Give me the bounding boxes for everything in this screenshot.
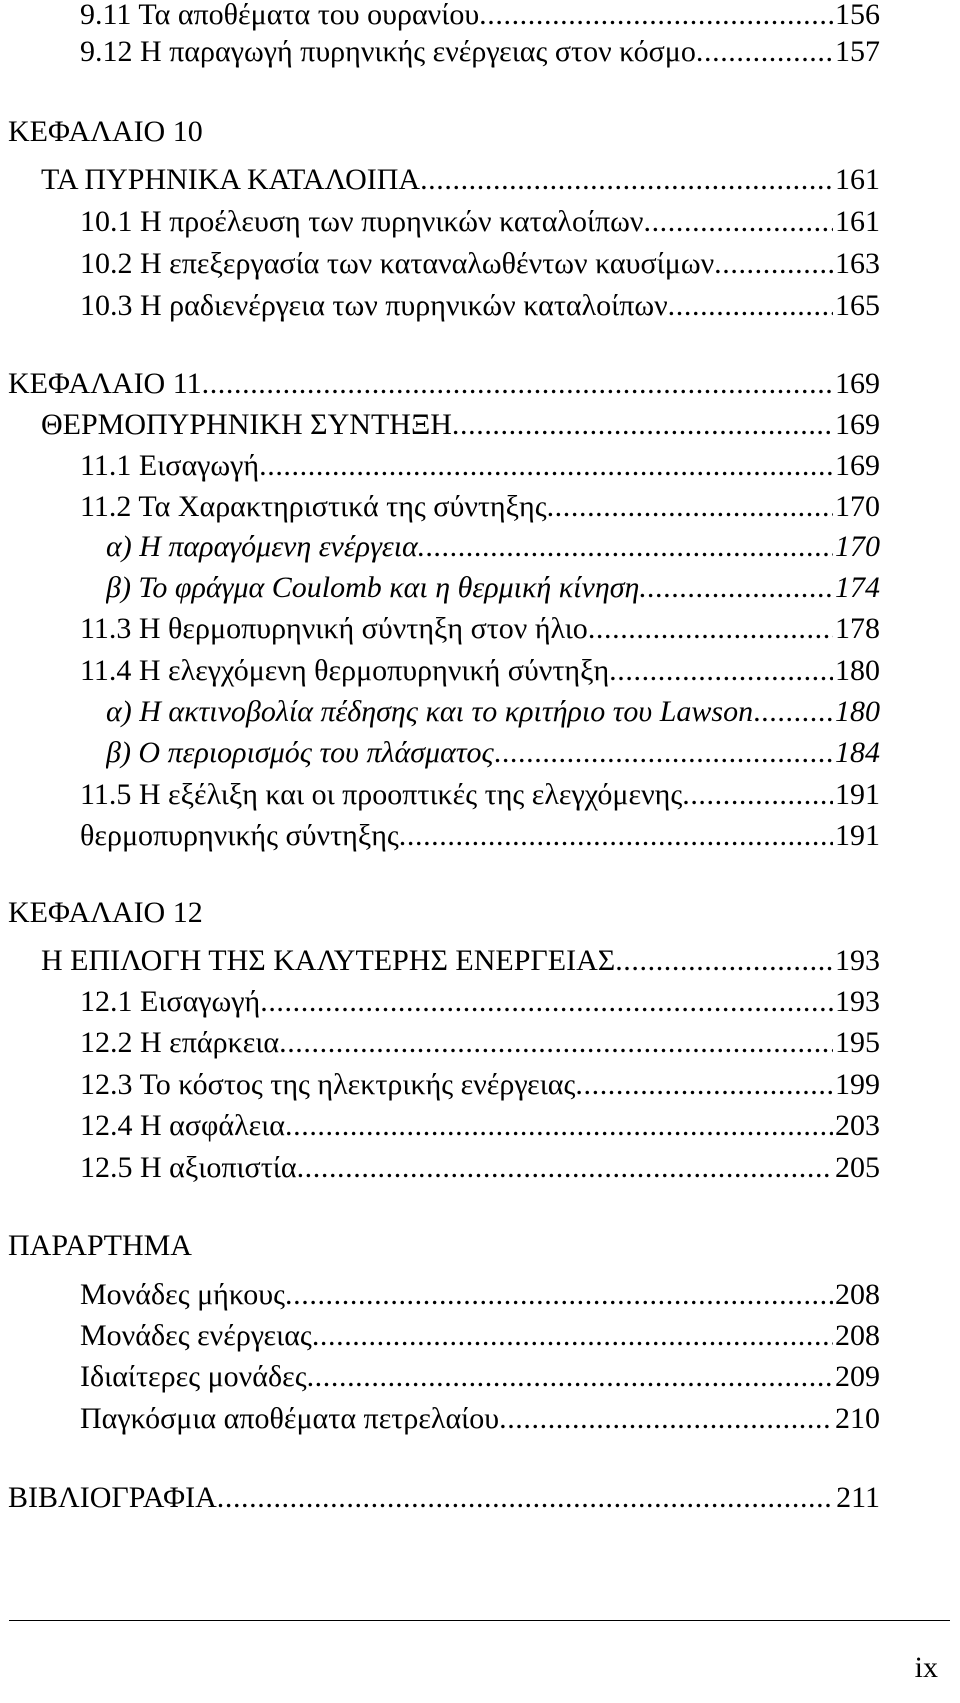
toc-entry-page: 210 [835, 1402, 880, 1435]
toc-entry-page: 169 [835, 408, 880, 441]
toc-entry [80, 27, 880, 77]
toc-entry-title: 11.4 Η ελεγχόμενη θερμοπυρηνική σύντηξη [80, 654, 610, 687]
toc-entry-page: 184 [835, 736, 880, 769]
toc-entry-page: 157 [835, 35, 880, 68]
toc-entry-title: β) Το φράγμα Coulomb και η θερμική κίνηση. [106, 571, 647, 604]
toc-entry-title: β) Ο περιορισμός του πλάσματος [106, 736, 494, 769]
toc-leader-dots [297, 1143, 833, 1193]
toc-entry-page: 180 [835, 695, 880, 728]
toc-entry-title: 10.2 Η επεξεργασία των καταναλωθέντων καυσίμων [80, 247, 715, 280]
toc-entry-page: 174 [835, 571, 880, 604]
bibliography-entry [8, 1473, 880, 1523]
toc-entry-page: 169 [835, 449, 880, 482]
toc-entry-page: 191 [835, 778, 880, 811]
toc-entry-page: 180 [835, 654, 880, 687]
toc-entry [80, 1143, 880, 1193]
toc-entry [80, 281, 880, 331]
toc-entry-page: 156 [835, 0, 880, 31]
toc-entry-page: 211 [836, 1481, 880, 1514]
toc-leader-dots [499, 1394, 833, 1444]
toc-entry-title: 12.5 Η αξιοπιστία [80, 1151, 297, 1184]
toc-entry-title: Μονάδες ενέργειας [80, 1319, 312, 1352]
page-number: ix [914, 1651, 938, 1684]
toc-entry-page: 169 [835, 367, 880, 400]
toc-entry-page: 165 [835, 289, 880, 322]
toc-entry-title: ΤΑ ΠΥΡΗΝΙΚΑ ΚΑΤΑΛΟΙΠΑ [41, 163, 421, 196]
toc-entry-title: α) Η παραγόμενη ενέργεια. [106, 530, 426, 563]
toc-entry-title: 12.2 Η επάρκεια [80, 1026, 280, 1059]
toc-entry-title: Ιδιαίτερες μονάδες [80, 1360, 307, 1393]
toc-entry-title: ΚΕΦΑΛΑΙΟ 11 [8, 367, 202, 400]
toc-entry-title: 12.1 Εισαγωγή [80, 985, 261, 1018]
toc-entry-page: 208 [835, 1319, 880, 1352]
toc-entry-title: 11.5 Η εξέλιξη και οι προοπτικές της ελεγχόμενης [80, 778, 683, 811]
toc-entry-title: 9.12 Η παραγωγή πυρηνικής ενέργειας στον κόσμο [80, 35, 696, 68]
toc-entry-page: 205 [835, 1151, 880, 1184]
toc-entry-page: 161 [835, 205, 880, 238]
toc-entry-title: 9.11 Τα αποθέματα του ουρανίου [80, 0, 480, 31]
toc-entry-page: 199 [835, 1068, 880, 1101]
toc-entry-page: 195 [835, 1026, 880, 1059]
toc-entry-title: α) Η ακτινοβολία πέδησης και το κριτήριο του Lawson [106, 695, 754, 728]
toc-entry-title: 10.1 Η προέλευση των πυρηνικών καταλοίπων [80, 205, 644, 238]
toc-entry-title: Η ΕΠΙΛΟΓΗ ΤΗΣ ΚΑΛΥΤΕΡΗΣ ΕΝΕΡΓΕΙΑΣ [41, 944, 616, 977]
toc-entry-title: 11.3 Η θερμοπυρηνική σύντηξη στον ήλιο [80, 612, 588, 645]
toc-leader-dots [668, 281, 833, 331]
toc-entry [80, 811, 880, 861]
toc-entry-page: 209 [835, 1360, 880, 1393]
toc-entry-title: 10.3 Η ραδιενέργεια των πυρηνικών καταλοίπων [80, 289, 668, 322]
toc-leader-dots [399, 811, 833, 861]
toc-entry-title: 12.4 Η ασφάλεια [80, 1109, 286, 1142]
toc-entry-title: θερμοπυρηνικής σύντηξης [80, 819, 399, 852]
toc-entry-page: 178 [835, 612, 880, 645]
toc-entry-title: 11.1 Εισαγωγή [80, 449, 260, 482]
footer-divider [9, 1620, 950, 1621]
toc-entry-page: 170 [835, 490, 880, 523]
toc-entry-title: ΘΕΡΜΟΠΥΡΗΝΙΚΗ ΣΥΝΤΗΞΗ [41, 408, 452, 441]
toc-entry-page: 170 [835, 530, 880, 563]
toc-leader-dots [696, 27, 833, 77]
chapter-heading: ΚΕΦΑΛΑΙΟ 10 [8, 115, 203, 148]
toc-entry-title: 12.3 Το κόστος της ηλεκτρικής ενέργειας [80, 1068, 576, 1101]
toc-leader-dots [217, 1473, 834, 1523]
toc-entry-page: 193 [835, 985, 880, 1018]
toc-entry-page: 191 [835, 819, 880, 852]
toc-entry [80, 1394, 880, 1444]
toc-entry-title: 11.2 Τα Χαρακτηριστικά της σύντηξης [80, 490, 547, 523]
toc-entry-title: Παγκόσμια αποθέματα πετρελαίου [80, 1402, 500, 1435]
chapter-heading: ΚΕΦΑΛΑΙΟ 12 [8, 896, 203, 929]
toc-entry-title: Μονάδες μήκους [80, 1278, 286, 1311]
toc-entry-page: 203 [835, 1109, 880, 1142]
toc-entry-page: 163 [835, 247, 880, 280]
appendix-heading: ΠΑΡΑΡΤΗΜΑ [8, 1229, 192, 1262]
toc-entry-page: 193 [835, 944, 880, 977]
toc-entry-title: ΒΙΒΛΙΟΓΡΑΦΙΑ [8, 1481, 217, 1514]
toc-entry-page: 208 [835, 1278, 880, 1311]
toc-entry-page: 161 [835, 163, 880, 196]
